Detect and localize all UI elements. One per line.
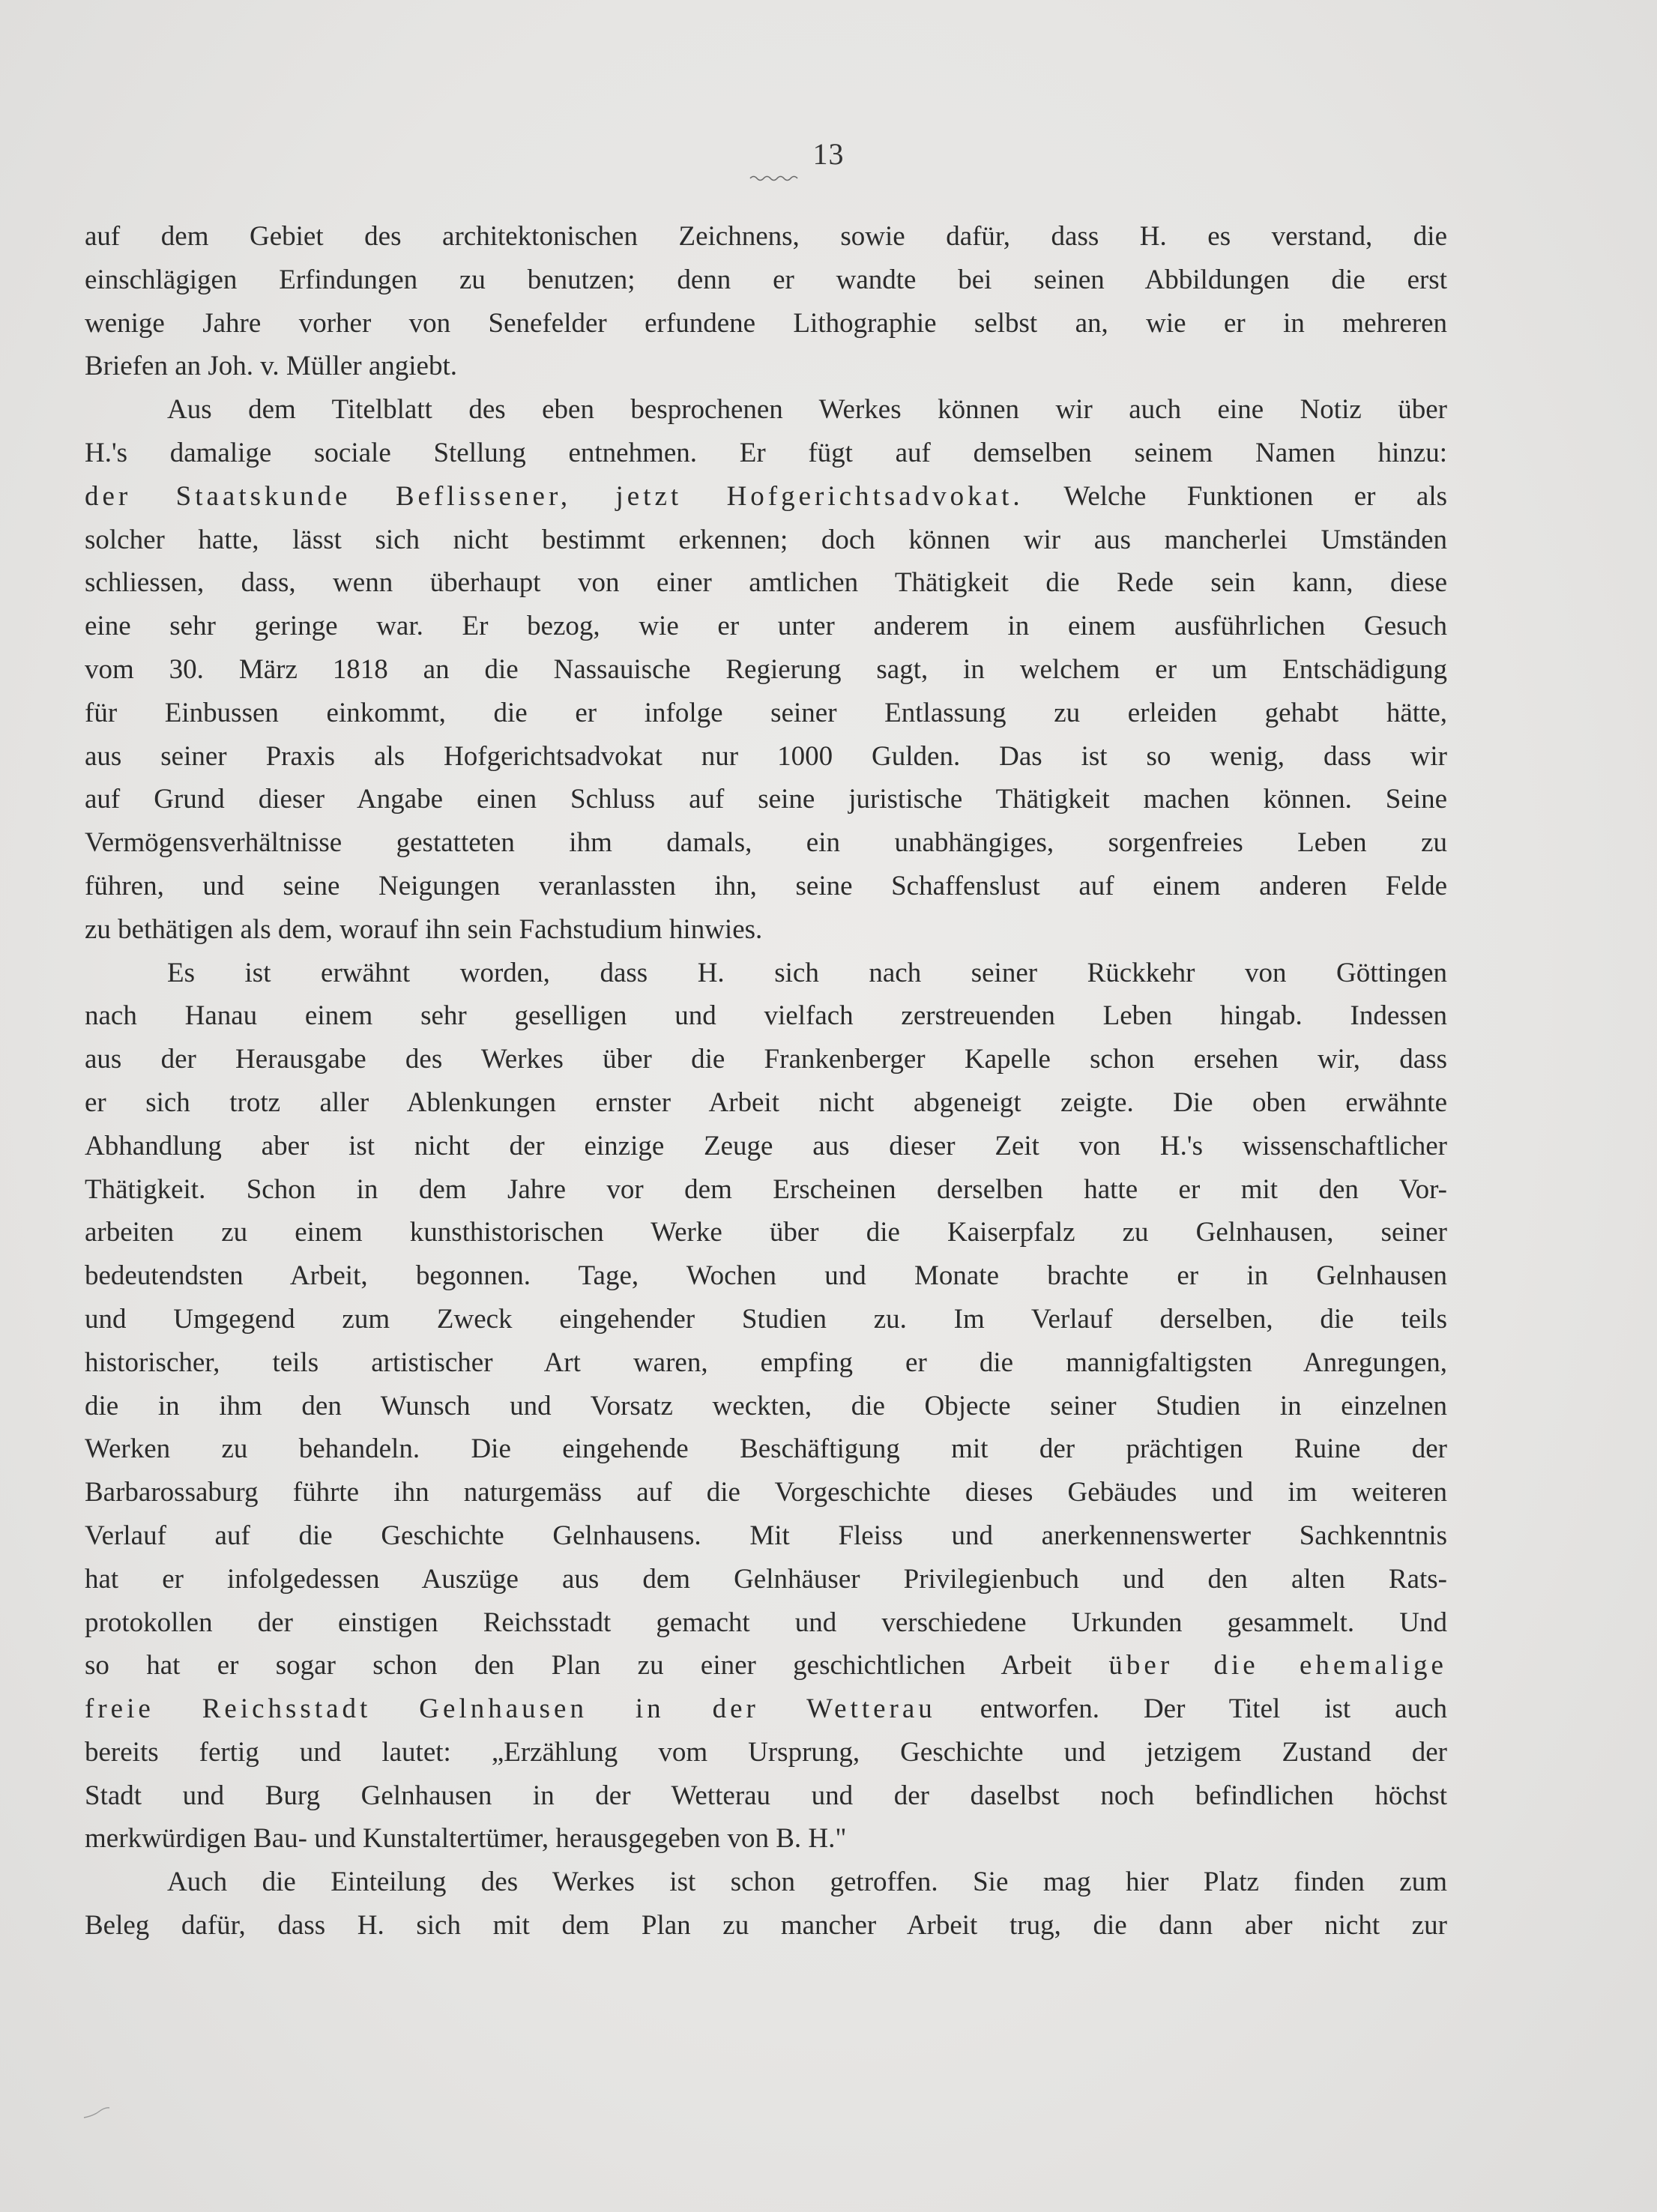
text-line: Stadt und Burg Gelnhausen in der Wetterau und der daselbst noch befindlichen höchst (85, 1780, 1447, 1811)
text-line (85, 475, 1447, 519)
body-text (85, 215, 1447, 1947)
text-line: wenige Jahre vorher von Senefelder erfundene Lithographie selbst an, wie er in mehreren (85, 307, 1447, 339)
text-line: bedeutendsten Arbeit, begonnen. Tage, Wochen und Monate brachte er in Gelnhausen (85, 1260, 1447, 1292)
text-line: Thätigkeit. Schon in dem Jahre vor dem Erscheinen derselben hatte er mit den Vor- (85, 1173, 1447, 1205)
text-line: H.'s damalige sociale Stellung entnehmen. Er fügt auf demselben seinem Namen hinzu: (85, 437, 1447, 468)
text-line: auf dem Gebiet des architektonischen Zeichnens, sowie dafür, dass H. es verstand, die (85, 221, 1447, 252)
text-line: Beleg dafür, dass H. sich mit dem Plan zu mancher Arbeit trug, die dann aber nicht zur (85, 1910, 1447, 1941)
text-line: hat er infolgedessen Auszüge aus dem Gelnhäuser Privilegienbuch und den alten Rats- (85, 1563, 1447, 1595)
text-line: und Umgegend zum Zweck eingehender Studien zu. Im Verlauf derselben, die teils (85, 1303, 1447, 1335)
wavy-rule-ornament (749, 174, 799, 183)
text-line: Werken zu behandeln. Die eingehende Beschäftigung mit der prächtigen Ruine der (85, 1433, 1447, 1465)
text-line: Barbarossaburg führte ihn naturgemäss auf die Vorgeschichte dieses Gebäudes und im weiteren (85, 1477, 1447, 1508)
page-number: 13 (812, 137, 845, 171)
line-text-segment: Welche Funktionen er als (1023, 480, 1447, 512)
text-line: eine sehr geringe war. Er bezog, wie er unter anderem in einem ausführlichen Gesuch (85, 611, 1447, 642)
text-line: führen, und seine Neigungen veranlassten ihn, seine Schaffenslust auf einem anderen Felde (85, 870, 1447, 901)
text-line: Auch die Einteilung des Werkes ist schon getroffen. Sie mag hier Platz finden zum (167, 1867, 1447, 1898)
text-line: für Einbussen einkommt, die er infolge seiner Entlassung zu erleiden gehabt hätte, (85, 697, 1447, 728)
text-line: solcher hatte, lässt sich nicht bestimmt erkennen; doch können wir aus mancherlei Umständen (85, 524, 1447, 555)
text-line: protokollen der einstigen Reichsstadt gemacht und verschiedene Urkunden gesammelt. Und (85, 1607, 1447, 1638)
text-line: Abhandlung aber ist nicht der einzige Zeuge aus dieser Zeit von H.'s wissenschaftlicher (85, 1130, 1447, 1161)
text-line: einschlägigen Erfindungen zu benutzen; denn er wandte bei seinen Abbildungen die erst (85, 264, 1447, 295)
text-line: merkwürdigen Bau- und Kunstaltertümer, herausgegeben von B. H." (85, 1823, 847, 1855)
text-line: vom 30. März 1818 an die Nassauische Regierung sagt, in welchem er um Entschädigung (85, 653, 1447, 685)
text-line: bereits fertig und lautet: „Erzählung vom Ursprung, Geschichte und jetzigem Zustand der (85, 1736, 1447, 1768)
page-header (0, 136, 1657, 172)
text-line: aus seiner Praxis als Hofgerichtsadvokat nur 1000 Gulden. Das ist so wenig, dass wir (85, 740, 1447, 772)
text-line: Vermögensverhältnisse gestatteten ihm damals, ein unabhängiges, sorgenfreies Leben zu (85, 827, 1447, 859)
text-line: die in ihm den Wunsch und Vorsatz weckten, die Objecte seiner Studien in einzelnen (85, 1390, 1447, 1421)
text-line: arbeiten zu einem kunsthistorischen Werke über die Kaiserpfalz zu Gelnhausen, seiner (85, 1217, 1447, 1248)
spaced-emphasis: über die ehemalige (1108, 1650, 1447, 1681)
text-line: zu bethätigen als dem, worauf ihn sein Fachstudium hinwies. (85, 913, 763, 945)
text-line: aus der Herausgabe des Werkes über die Frankenberger Kapelle schon ersehen wir, dass (85, 1044, 1447, 1075)
pencil-mark-icon (82, 2106, 112, 2121)
text-line: Aus dem Titelblatt des eben besprochenen Werkes können wir auch eine Notiz über (167, 394, 1447, 426)
text-line: Es ist erwähnt worden, dass H. sich nach seiner Rückkehr von Göttingen (167, 957, 1447, 988)
text-line: Briefen an Joh. v. Müller angiebt. (85, 351, 457, 382)
text-line (85, 1687, 1447, 1731)
text-line: schliessen, dass, wenn überhaupt von einer amtlichen Thätigkeit die Rede sein kann, diese (85, 567, 1447, 599)
text-line: historischer, teils artistischer Art waren, empfing er die mannigfaltigsten Anregungen, (85, 1347, 1447, 1378)
text-line: Verlauf auf die Geschichte Gelnhausens. Mit Fleiss und anerkennenswerter Sachkenntnis (85, 1520, 1447, 1551)
text-line: auf Grund dieser Angabe einen Schluss auf seine juristische Thätigkeit machen können. Seine (85, 784, 1447, 815)
text-line (85, 1644, 1447, 1687)
spaced-emphasis: der Staatskunde Beflissener, jetzt Hofgerichtsadvokat. (85, 480, 1024, 512)
line-text-segment: so hat er sogar schon den Plan zu einer geschichtlichen Arbeit (85, 1650, 1109, 1681)
spaced-emphasis: freie Reichsstadt Gelnhausen in der Wetterau (85, 1693, 936, 1725)
line-text-segment: entworfen. Der Titel ist auch (935, 1693, 1447, 1725)
text-line: er sich trotz aller Ablenkungen ernster Arbeit nicht abgeneigt zeigte. Die oben erwähnte (85, 1087, 1447, 1118)
text-line: nach Hanau einem sehr geselligen und vielfach zerstreuenden Leben hingab. Indessen (85, 1000, 1447, 1032)
